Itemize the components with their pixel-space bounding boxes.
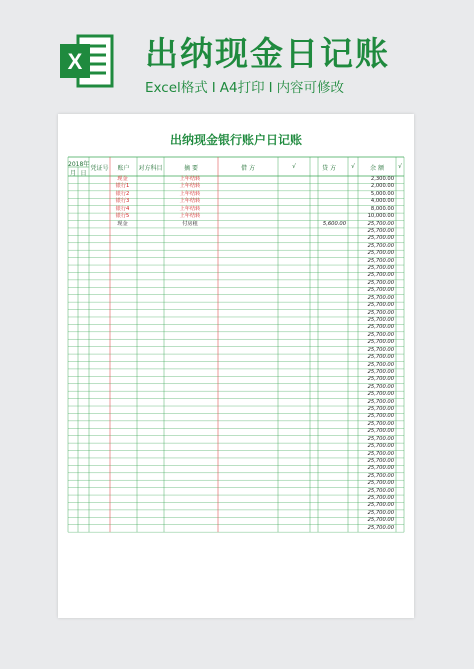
row-balance: 25,700.00 bbox=[367, 354, 394, 361]
header-year: 2018年 bbox=[68, 161, 90, 168]
row-balance: 2,000.00 bbox=[370, 183, 394, 190]
row-balance: 25,700.00 bbox=[367, 406, 394, 413]
header-credit: 贷 方 bbox=[322, 165, 336, 172]
row-summary: 上年结转 bbox=[179, 198, 201, 205]
row-balance: 25,700.00 bbox=[367, 279, 394, 286]
row-account: 银行2 bbox=[115, 190, 130, 197]
row-summary: 上年结转 bbox=[179, 176, 201, 182]
row-balance: 25,700.00 bbox=[367, 457, 394, 464]
row-balance: 25,700.00 bbox=[367, 309, 394, 316]
row-account: 银行5 bbox=[115, 213, 130, 220]
subtitle-separator: I bbox=[268, 80, 273, 96]
subtitle-editable: 内容可修改 bbox=[276, 80, 345, 96]
row-balance: 25,700.00 bbox=[367, 495, 394, 502]
excel-logo-icon bbox=[56, 30, 118, 92]
row-balance: 25,700.00 bbox=[367, 465, 394, 472]
header-check-credit: √ bbox=[351, 163, 355, 170]
row-summary: 上年结转 bbox=[179, 190, 201, 197]
row-balance: 25,700.00 bbox=[367, 250, 394, 257]
row-balance: 25,700.00 bbox=[367, 235, 394, 242]
subtitle-separator: I bbox=[211, 80, 216, 96]
row-balance: 25,700.00 bbox=[367, 391, 394, 398]
row-summary: 付房租 bbox=[182, 220, 198, 227]
row-balance: 25,700.00 bbox=[367, 398, 394, 405]
row-balance: 25,700.00 bbox=[367, 227, 394, 234]
row-summary: 上年结转 bbox=[179, 205, 201, 212]
row-balance: 25,700.00 bbox=[367, 302, 394, 309]
header-summary: 摘 要 bbox=[184, 165, 198, 172]
row-account: 银行1 bbox=[115, 183, 130, 190]
row-summary: 上年结转 bbox=[179, 183, 201, 190]
row-balance: 4,000.00 bbox=[370, 198, 394, 205]
header-voucher: 凭证号 bbox=[90, 165, 109, 172]
header-check-debit: √ bbox=[292, 163, 296, 170]
row-balance: 25,700.00 bbox=[367, 487, 394, 494]
row-balance: 25,700.00 bbox=[367, 324, 394, 331]
row-balance: 25,700.00 bbox=[367, 420, 394, 427]
header-counter-account: 对方科目 bbox=[138, 165, 163, 172]
row-balance: 25,700.00 bbox=[367, 346, 394, 353]
banner-title: 出纳现金日记账 bbox=[145, 34, 390, 73]
row-balance: 2,300.00 bbox=[370, 176, 394, 182]
header-check-balance: √ bbox=[398, 163, 402, 170]
row-account: 现金 bbox=[117, 176, 128, 182]
row-balance: 25,700.00 bbox=[367, 517, 394, 524]
row-balance: 25,700.00 bbox=[367, 450, 394, 457]
row-balance: 25,700.00 bbox=[367, 428, 394, 435]
row-balance: 25,700.00 bbox=[367, 368, 394, 375]
row-account: 现金 bbox=[117, 220, 128, 227]
row-account: 银行3 bbox=[115, 198, 130, 205]
header-month: 月 bbox=[69, 170, 76, 177]
row-balance: 25,700.00 bbox=[367, 472, 394, 479]
row-balance: 25,700.00 bbox=[367, 413, 394, 420]
row-account: 银行4 bbox=[115, 205, 130, 212]
row-balance: 25,700.00 bbox=[367, 502, 394, 509]
row-balance: 25,700.00 bbox=[367, 435, 394, 442]
header-debit: 借 方 bbox=[241, 165, 255, 172]
row-balance: 5,000.00 bbox=[370, 190, 394, 197]
row-balance: 25,700.00 bbox=[367, 316, 394, 323]
row-balance: 25,700.00 bbox=[367, 265, 394, 272]
row-balance: 25,700.00 bbox=[367, 383, 394, 390]
row-balance: 25,700.00 bbox=[367, 287, 394, 294]
subtitle-print: A4打印 bbox=[219, 80, 265, 96]
row-balance: 25,700.00 bbox=[367, 257, 394, 264]
row-balance: 10,000.00 bbox=[367, 213, 394, 220]
row-balance: 25,700.00 bbox=[367, 242, 394, 249]
spreadsheet-paper bbox=[58, 114, 414, 618]
row-balance: 25,700.00 bbox=[367, 220, 394, 227]
row-balance: 25,700.00 bbox=[367, 331, 394, 338]
row-balance: 25,700.00 bbox=[367, 509, 394, 516]
header-balance: 余 额 bbox=[370, 165, 384, 172]
row-balance: 25,700.00 bbox=[367, 272, 394, 279]
header-day: 日 bbox=[80, 170, 87, 177]
row-balance: 25,700.00 bbox=[367, 361, 394, 368]
row-balance: 8,000.00 bbox=[370, 205, 394, 212]
banner-subtitle bbox=[145, 76, 465, 96]
subtitle-format: Excel格式 bbox=[145, 80, 208, 96]
row-balance: 25,700.00 bbox=[367, 339, 394, 346]
header-account: 账户 bbox=[117, 165, 130, 172]
row-balance: 25,700.00 bbox=[367, 443, 394, 450]
sheet-title: 出纳现金银行账户日记账 bbox=[169, 133, 302, 147]
row-summary: 上年结转 bbox=[179, 213, 201, 220]
row-credit: 5,600.00 bbox=[322, 220, 346, 227]
row-balance: 25,700.00 bbox=[367, 480, 394, 487]
row-balance: 25,700.00 bbox=[367, 524, 394, 531]
logo-letter: X bbox=[67, 49, 83, 74]
row-balance: 25,700.00 bbox=[367, 376, 394, 383]
row-balance: 25,700.00 bbox=[367, 294, 394, 301]
